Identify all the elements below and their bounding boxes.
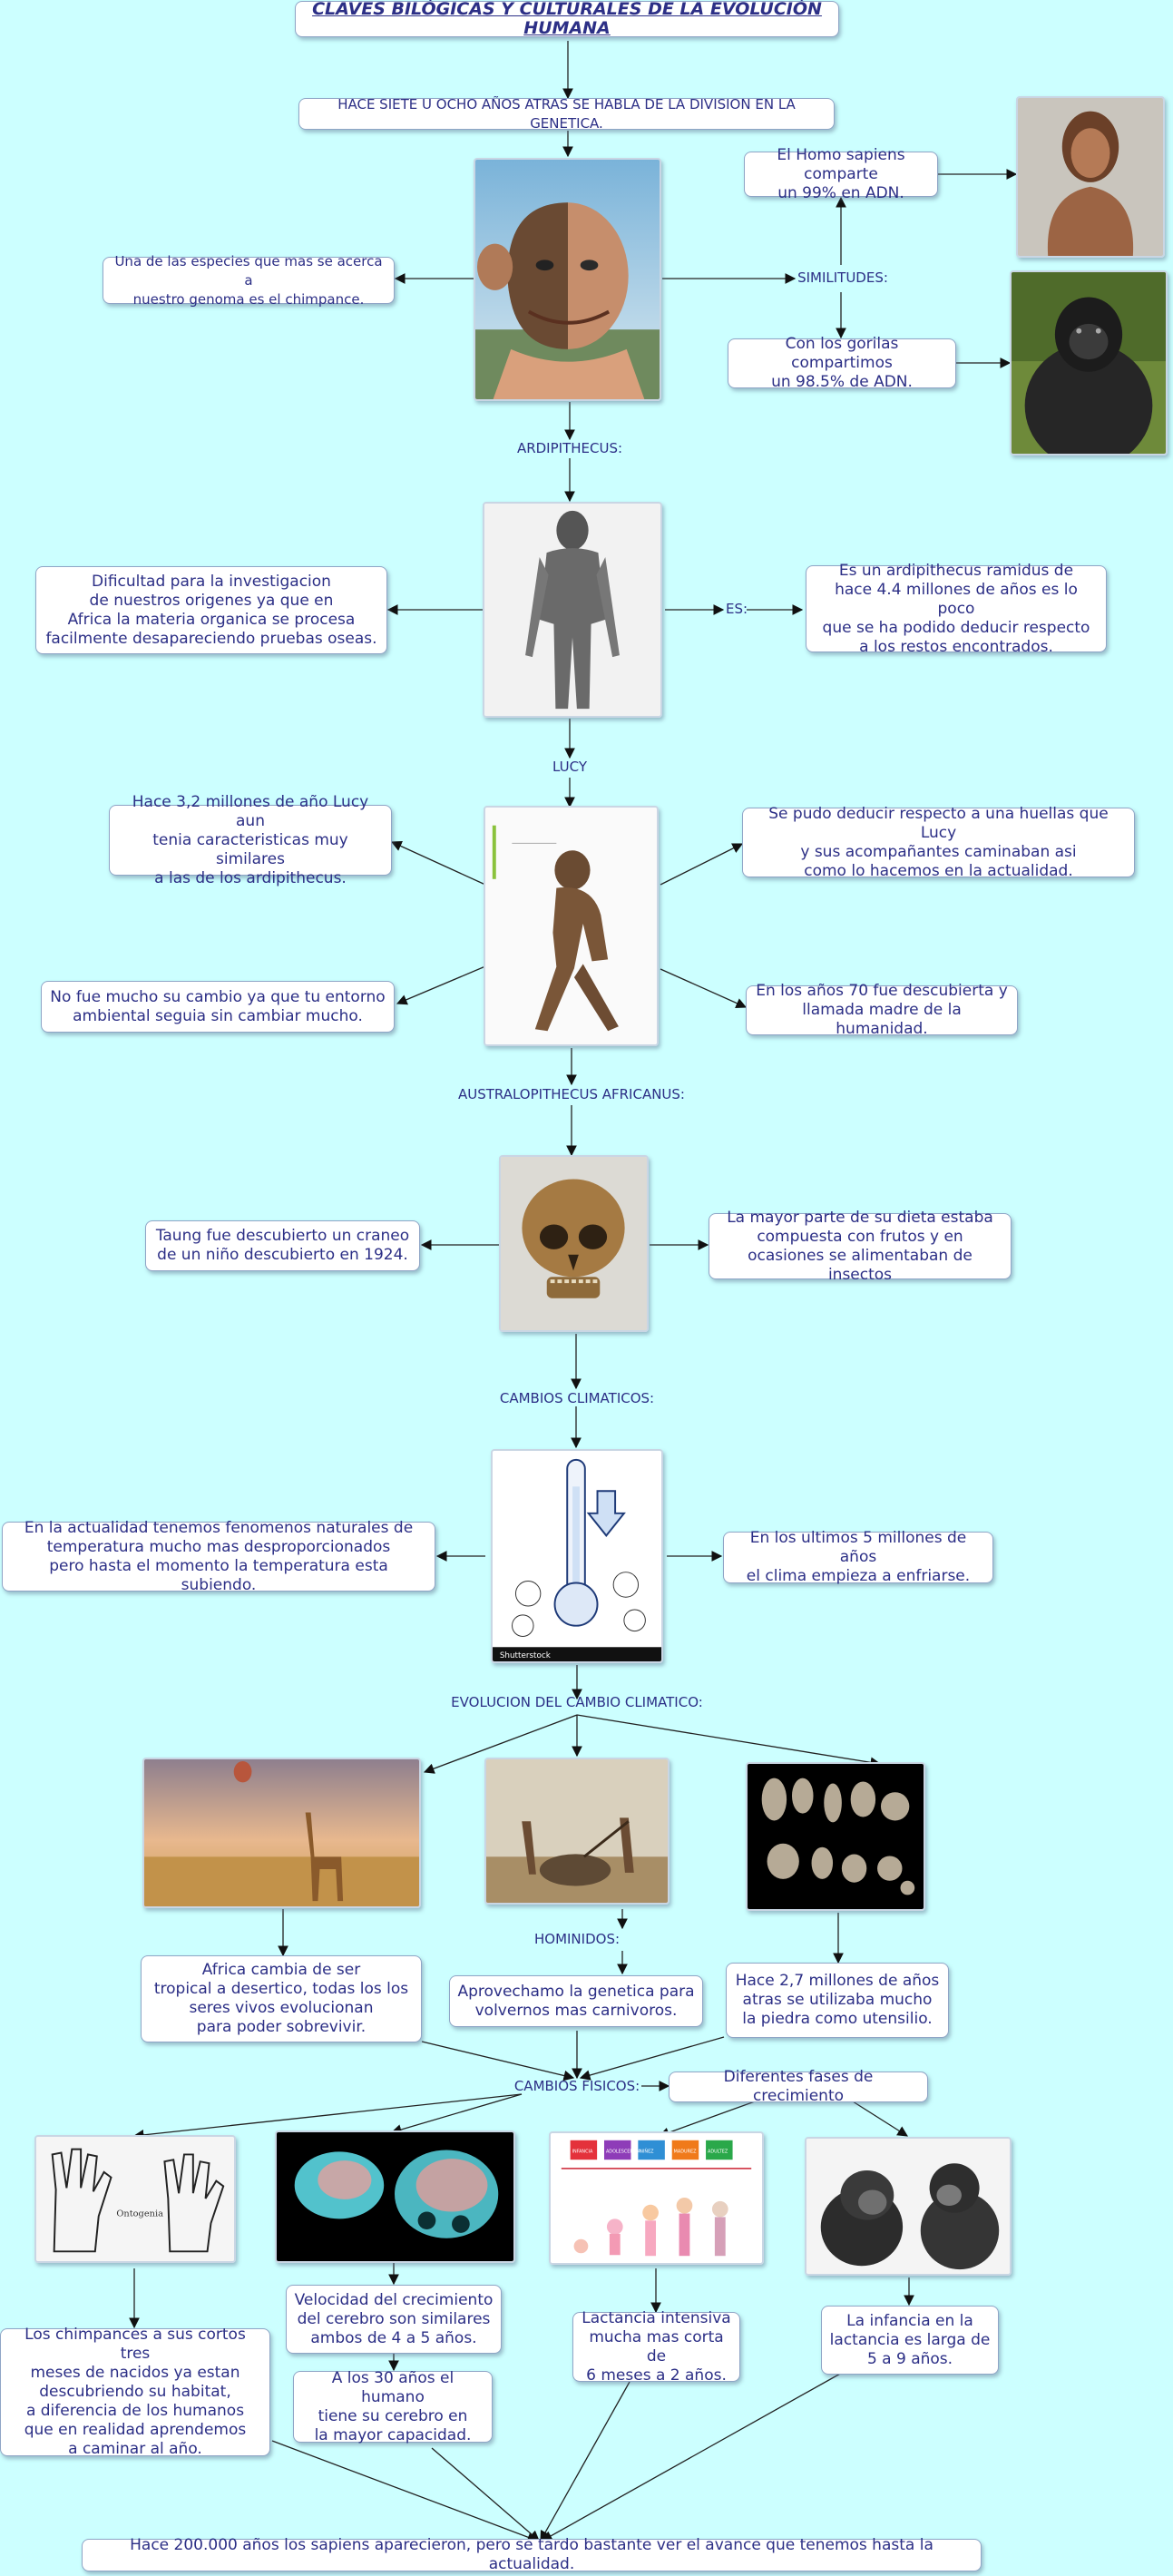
node-fases: Diferentes fases de crecimiento <box>669 2072 928 2102</box>
growth-stages-image <box>549 2131 764 2265</box>
label-evolucion-cambio: EVOLUCION DEL CAMBIO CLIMATICO: <box>451 1694 703 1710</box>
chimp-human-face-image <box>474 158 661 401</box>
node-velocidad: Velocidad del crecimiento del cerebro son similares ambos de 4 a 5 años. <box>286 2285 502 2354</box>
hands-caption: Ontogenia <box>116 2209 163 2219</box>
stage-label-1: INFANCIA <box>572 2149 593 2155</box>
stage-label-3: NIÑEZ <box>640 2149 654 2155</box>
lucy-walking-image <box>484 806 659 1046</box>
thermometer-caption: Shutterstock <box>499 1651 551 1661</box>
label-cambios-climaticos: CAMBIOS CLIMATICOS: <box>499 1390 655 1406</box>
node-chimpances-tres: Los chimpances a sus cortos tres meses de nacidos ya estan descubriendo su habitat, a diferencia de los humanos que en realidad aprendemos a caminar al año. <box>0 2328 270 2456</box>
node-actualidad: En la actualidad tenemos fenomenos naturales de temperatura mucho mas desproporcionados pero hasta el momento la temperatura esta subiendo. <box>2 1522 435 1592</box>
node-final: Hace 200.000 años los sapiens aparecieron, pero se tardo bastante ver el avance que tenemos hasta la actualidad. <box>82 2539 982 2571</box>
node-anios70: En los años 70 fue descubierta y llamada madre de la humanidad. <box>746 985 1018 1035</box>
diagram-title: CLAVES BILÓGICAS Y CULTURALES DE LA EVOLUCIÓN HUMANA <box>295 1 839 37</box>
node-aprovechamo: Aprovechamo la genetica para volvernos mas carnivoros. <box>449 1975 703 2027</box>
node-ramidus: Es un ardipithecus ramidus de hace 4.4 millones de años es lo poco que se ha podido deducir respecto a los restos encontrados. <box>806 565 1107 652</box>
brain-skulls-image <box>275 2130 515 2263</box>
node-taung: Taung fue descubierto un craneo de un niño descubierto en 1924. <box>145 1220 420 1271</box>
node-division: HACE SIETE U OCHO AÑOS ATRAS SE HABLA DE LA DIVISION EN LA GENETICA. <box>298 98 835 130</box>
node-chimp-genome: Una de las especies que mas se acerca a nuestro genoma es el chimpance. <box>103 257 395 304</box>
stage-label-4: MADUREZ <box>673 2149 697 2155</box>
node-cambio: No fue mucho su cambio ya que tu entorno ambiental seguia sin cambiar mucho. <box>41 981 395 1033</box>
node-lucy-3-2: Hace 3,2 millones de año Lucy aun tenia caracteristicas muy similares a las de los ardipithecus. <box>109 805 392 876</box>
node-piedra: Hace 2,7 millones de años atras se utilizaba mucho la piedra como utensilio. <box>726 1963 949 2038</box>
ardipithecus-sketch-image <box>483 502 662 718</box>
node-a-los-30: A los 30 años el humano tiene su cerebro en la mayor capacidad. <box>293 2371 493 2443</box>
label-cambios-fisicos: CAMBIOS FISICOS: <box>513 2078 640 2094</box>
stage-label-2: ADOLESCENCIA <box>605 2149 641 2155</box>
australopithecus-skull-image <box>499 1155 649 1332</box>
stage-label-5: ADULTEZ <box>708 2149 728 2155</box>
node-huellas: Se pudo deducir respecto a una huellas que Lucy y sus acompañantes caminaban asi como lo hacemos en la actualidad. <box>742 808 1135 877</box>
node-dificultad: Dificultad para la investigacion de nuestros origenes ya que en Africa la materia organica se procesa facilmente desapareciendo pruebas oseas. <box>35 566 387 654</box>
gorilla-image <box>1010 270 1168 455</box>
hands-sketch-image <box>34 2135 236 2263</box>
label-es: ES: <box>725 601 748 617</box>
neanderthal-man-image <box>1016 96 1165 258</box>
label-hominidos: HOMINIDOS: <box>533 1931 621 1947</box>
node-homo-sapiens: El Homo sapiens comparte un 99% en ADN. <box>744 152 938 197</box>
node-lactancia: Lactancia intensiva mucha mas corta de 6 meses a 2 años. <box>572 2312 740 2382</box>
node-infancia: La infancia en la lactancia es larga de 5 a 9 años. <box>821 2306 999 2375</box>
label-lucy: LUCY <box>552 759 587 775</box>
baby-chimpanzees-image <box>805 2137 1012 2276</box>
thermometer-image <box>491 1449 663 1663</box>
node-africa: Africa cambia de ser tropical a desertico, todas los los seres vivos evolucionan para poder sobrevivir. <box>141 1955 422 2042</box>
label-australopithecus: AUSTRALOPITHECUS AFRICANUS: <box>457 1086 685 1102</box>
hominids-hunting-image <box>484 1758 670 1905</box>
savanna-giraffe-image <box>142 1758 421 1908</box>
node-gorilas: Con los gorilas compartimos un 98.5% de ADN. <box>728 338 956 388</box>
label-similitudes: SIMILITUDES: <box>797 269 888 286</box>
node-ultimos5: En los ultimos 5 millones de años el clima empieza a enfriarse. <box>723 1532 993 1583</box>
node-dieta: La mayor parte de su dieta estaba compuesta con frutos y en ocasiones se alimentaban de insectos <box>709 1213 1012 1279</box>
stone-tools-image <box>746 1762 925 1911</box>
label-ardipithecus: ARDIPITHECUS: <box>516 440 623 456</box>
